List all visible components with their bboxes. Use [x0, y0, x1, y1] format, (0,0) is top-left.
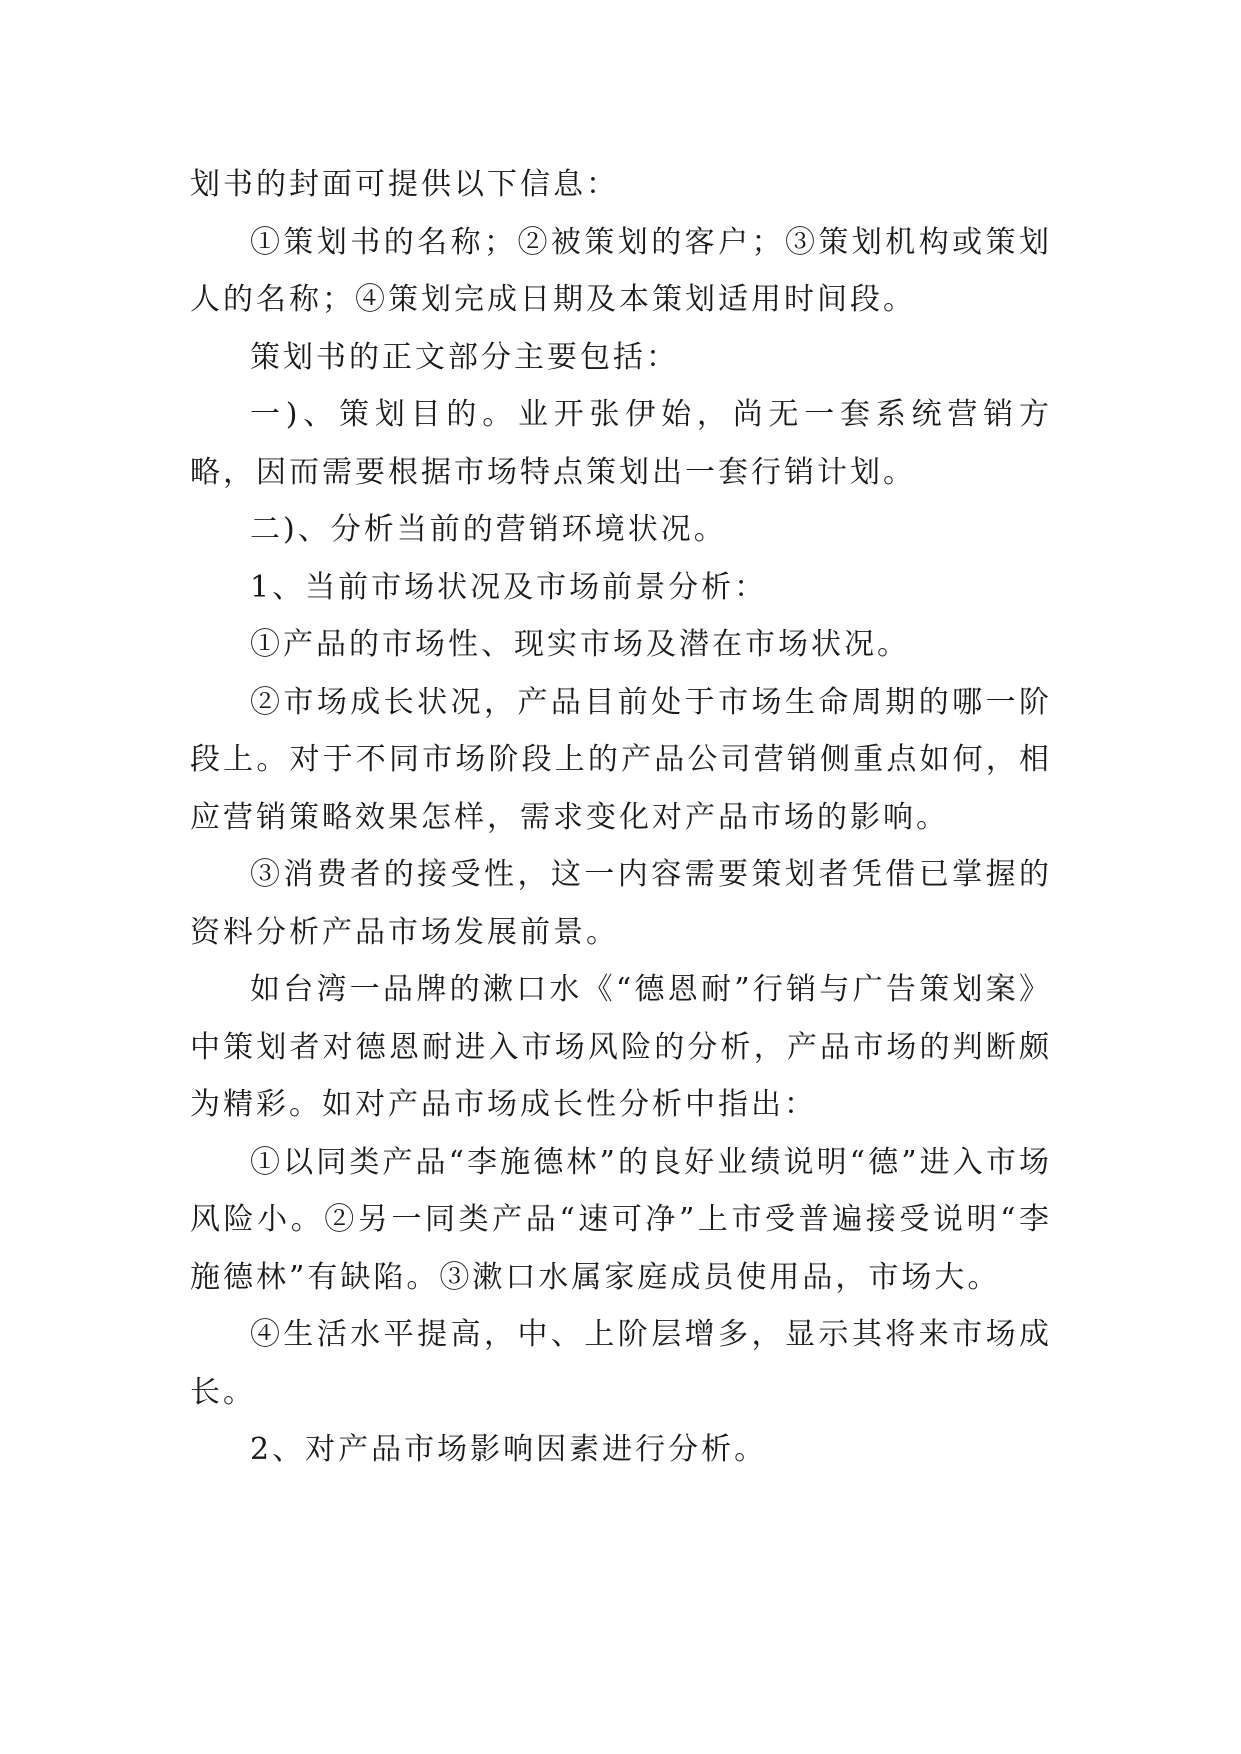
paragraph-body-intro: 策划书的正文部分主要包括： — [250, 339, 679, 375]
paragraph-cover-info: 划书的封面可提供以下信息： — [190, 167, 619, 202]
paragraph-purpose: 一)、策划目的。业开张伊始，尚无一套系统营销方略，因而需要根据市场特点策划出一套行销计划。 — [190, 397, 1052, 490]
paragraph-cover-items: ①策划书的名称；②被策划的客户；③策划机构或策划人的名称；④策划完成日期及本策划适用时间段。 — [190, 224, 1052, 317]
paragraph-living-standard: ④生活水平提高，中、上阶层增多，显示其将来市场成长。 — [190, 1317, 1052, 1410]
paragraph-marketability: ①产品的市场性、现实市场及潜在市场状况。 — [250, 627, 910, 662]
paragraph-environment: 二)、分析当前的营销环境状况。 — [250, 512, 727, 547]
paragraph-factors: 2、对产品市场影响因素进行分析。 — [250, 1432, 768, 1467]
paragraph-example-points: ①以同类产品“李施德林”的良好业绩说明“德”进入市场风险小。②另一同类产品“速可净”上市受普遍接受说明“李施德林”有缺陷。③漱口水属家庭成员使用品，市场大。 — [190, 1144, 1052, 1295]
document-body — [190, 156, 1052, 1479]
paragraph-market-analysis: 1、当前市场状况及市场前景分析： — [250, 569, 768, 605]
paragraph-market-growth: ②市场成长状况，产品目前处于市场生命周期的哪一阶段上。对于不同市场阶段上的产品公司营销侧重点如何，相应营销策略效果怎样，需求变化对产品市场的影响。 — [190, 684, 1052, 835]
paragraph-acceptance: ③消费者的接受性，这一内容需要策划者凭借已掌握的资料分析产品市场发展前景。 — [190, 857, 1052, 950]
paragraph-example: 如台湾一品牌的漱口水《“德恩耐”行销与广告策划案》中策划者对德恩耐进入市场风险的分析，产品市场的判断颇为精彩。如对产品市场成长性分析中指出： — [190, 972, 1052, 1122]
